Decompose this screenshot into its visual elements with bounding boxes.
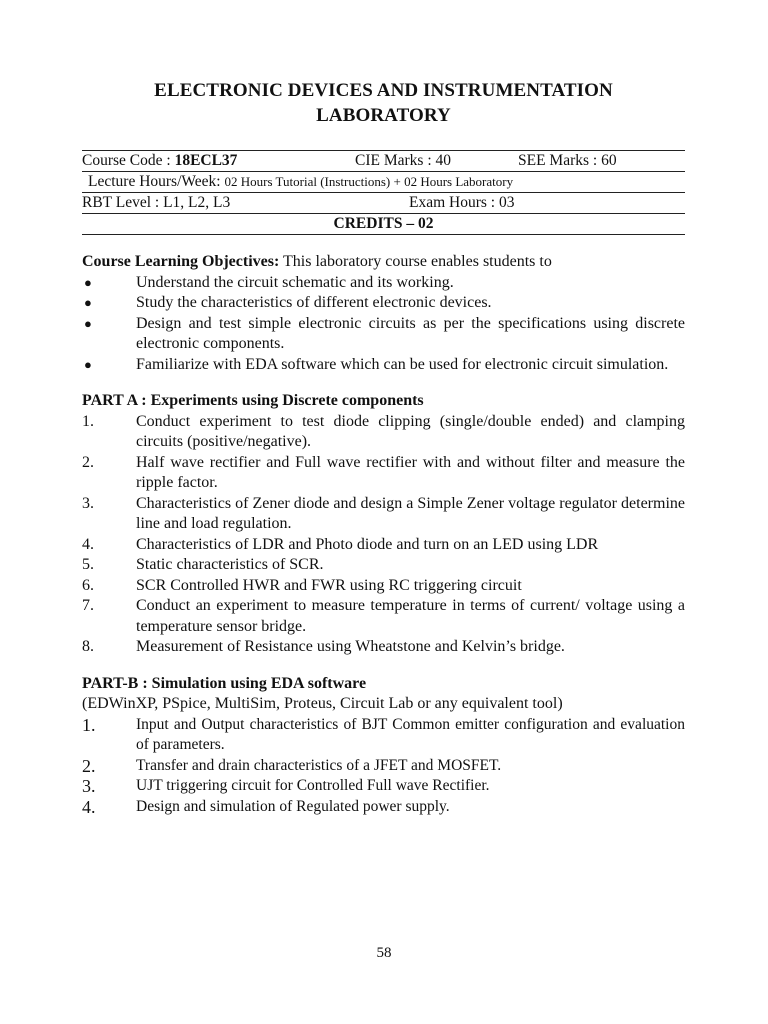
list-item [82, 756, 685, 777]
part-b-list [82, 715, 685, 818]
part-a [82, 391, 685, 658]
objective-text: Familiarize with EDA software which can be used for electronic circuit simulation. [136, 355, 669, 373]
item-number: 3. [82, 776, 96, 796]
simulation-text: UJT triggering circuit for Controlled Full wave Rectifier. [136, 777, 490, 794]
item-number: 8. [82, 638, 94, 655]
course-code [82, 151, 237, 171]
item-number: 4. [82, 535, 94, 553]
document-title [82, 78, 685, 128]
credits-row [82, 213, 685, 235]
item-number: 1. [82, 714, 96, 735]
list-item [82, 715, 685, 756]
item-number: 6. [82, 576, 94, 594]
item-number: 7. [82, 597, 94, 614]
objective-text: Design and test simple electronic circuits as per the specifications using discrete electronic components. [136, 314, 685, 352]
bullet-icon: ● [84, 274, 92, 290]
bullet-icon: ● [84, 315, 92, 331]
objectives-list [82, 273, 685, 376]
lecture-hours-label: Lecture Hours/Week: [88, 173, 225, 190]
objectives-heading-line [82, 252, 685, 273]
part-b-subheading: (EDWinXP, PSpice, MultiSim, Proteus, Circuit Lab or any equivalent tool) [82, 695, 563, 712]
document-page [82, 78, 685, 817]
experiment-text: Measurement of Resistance using Wheatstone and Kelvin’s bridge. [136, 638, 565, 655]
experiment-text: Characteristics of Zener diode and design a Simple Zener voltage regulator determine line and load regulation. [136, 494, 685, 532]
objectives-heading: Course Learning Objectives: [82, 253, 280, 270]
see-marks: SEE Marks : 60 [518, 152, 617, 169]
list-item [82, 637, 685, 658]
list-item [82, 453, 685, 494]
experiment-text: Characteristics of LDR and Photo diode and turn on an LED using LDR [136, 535, 599, 553]
list-item [82, 797, 685, 818]
bullet-icon: ● [84, 295, 92, 310]
experiment-text: Conduct an experiment to measure temperature in terms of current/ voltage using a temperature sensor bridge. [136, 597, 685, 635]
course-code-label: Course Code : [82, 152, 175, 169]
list-item [82, 494, 685, 535]
list-item [82, 776, 685, 797]
experiment-text: SCR Controlled HWR and FWR using RC triggering circuit [136, 576, 522, 594]
bullet-icon: ● [84, 356, 92, 372]
part-a-heading-line [82, 391, 685, 412]
lecture-hours [88, 172, 513, 192]
objectives-intro: This laboratory course enables students to [279, 253, 552, 270]
list-item [82, 535, 685, 556]
cie-marks: CIE Marks : 40 [355, 152, 452, 169]
course-info-row-1 [82, 150, 685, 171]
course-objectives [82, 252, 685, 375]
part-a-heading: PART A : Experiments using Discrete components [82, 392, 424, 409]
course-code-value: 18ECL37 [174, 152, 238, 169]
list-item [82, 293, 685, 314]
item-number: 1. [82, 412, 94, 430]
list-item [82, 412, 685, 453]
exam-hours: Exam Hours : 03 [409, 194, 515, 211]
part-b-heading-line [82, 674, 685, 695]
experiment-text: Static characteristics of SCR. [136, 556, 324, 573]
item-number: 3. [82, 494, 94, 512]
credits: CREDITS – 02 [333, 215, 434, 232]
list-item [82, 576, 685, 597]
title-line-1: ELECTRONIC DEVICES AND INSTRUMENTATION [154, 80, 613, 101]
simulation-text: Input and Output characteristics of BJT Common emitter configuration and evaluation of parameters. [136, 715, 685, 753]
page-number: 58 [376, 945, 392, 961]
item-number: 2. [82, 453, 94, 471]
course-info-table [82, 150, 685, 235]
item-number: 5. [82, 556, 94, 573]
course-info-row-2 [82, 171, 685, 192]
item-number: 4. [82, 796, 96, 817]
simulation-text: Design and simulation of Regulated power supply. [136, 797, 450, 815]
objective-text: Understand the circuit schematic and its working. [136, 273, 454, 291]
list-item [82, 596, 685, 637]
list-item [82, 314, 685, 355]
list-item [82, 555, 685, 576]
experiment-text: Conduct experiment to test diode clipping (single/double ended) and clamping circuits (positive/negative). [136, 412, 685, 450]
list-item [82, 273, 685, 294]
experiment-text: Half wave rectifier and Full wave rectifier with and without filter and measure the ripple factor. [136, 453, 685, 491]
lecture-hours-value: 02 Hours Tutorial (Instructions) + 02 Hours Laboratory [224, 174, 514, 189]
course-info-row-3 [82, 192, 685, 213]
title-line-2: LABORATORY [316, 105, 451, 126]
part-a-list [82, 412, 685, 658]
part-b-heading: PART-B : Simulation using EDA software [82, 674, 367, 692]
simulation-text: Transfer and drain characteristics of a JFET and MOSFET. [136, 756, 502, 774]
part-b [82, 674, 685, 818]
item-number: 2. [82, 755, 96, 776]
objective-text: Study the characteristics of different electronic devices. [136, 294, 492, 311]
rbt-level: RBT Level : L1, L2, L3 [82, 194, 231, 211]
list-item [82, 355, 685, 376]
